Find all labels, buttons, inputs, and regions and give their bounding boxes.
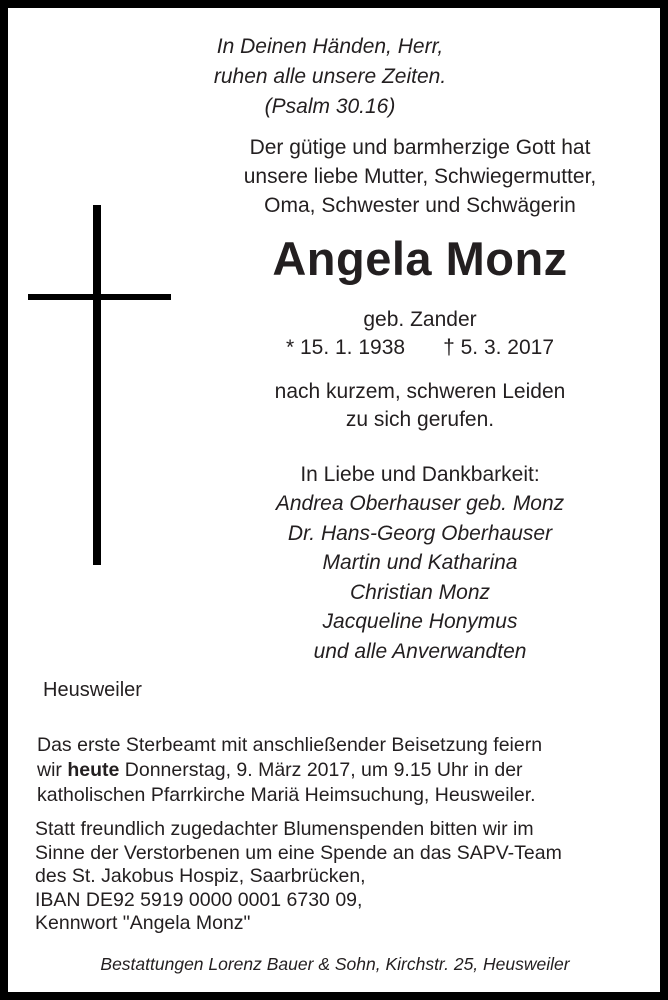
mourner-name: Andrea Oberhauser geb. Monz (275, 492, 565, 515)
called-home-line: zu sich gerufen. (345, 408, 495, 431)
donation-keyword: Kennwort "Angela Monz" (35, 912, 251, 934)
called-home-text (190, 378, 650, 434)
place-name: Heusweiler (43, 679, 142, 701)
mourner-name: und alle Anverwandten (313, 639, 527, 663)
birth-date: * 15. 1. 1938 (285, 336, 406, 359)
psalm-line: ruhen alle unsere Zeiten. (213, 65, 447, 88)
service-text: Donnerstag, 9. März 2017, um 9.15 Uhr in der (119, 759, 523, 781)
donation-info (35, 818, 562, 936)
funeral-service-info (37, 733, 542, 808)
mourner-name: Martin und Katharina (322, 551, 518, 574)
donation-line: Sinne der Verstorbenen um eine Spende an das SAPV-Team (35, 841, 562, 864)
death-date: † 5. 3. 2017 (443, 336, 555, 359)
service-today-emphasis: heute (67, 759, 120, 781)
donation-iban: IBAN DE92 5919 0000 0001 6730 09, (35, 888, 363, 911)
cross-icon (93, 205, 101, 565)
cross-icon-crossbar (28, 294, 171, 300)
donation-line: Statt freundlich zugedachter Blumenspenden bitten wir im (35, 818, 534, 840)
intro-line: unsere liebe Mutter, Schwiegermutter, (243, 165, 597, 188)
donation-line: des St. Jakobus Hospiz, Saarbrücken, (35, 865, 366, 887)
intro-line: Der gütige und barmherzige Gott hat (249, 136, 591, 159)
mourner-name: Dr. Hans-Georg Oberhauser (287, 521, 553, 545)
intro-text (190, 133, 650, 220)
service-line (37, 758, 542, 783)
service-line: Das erste Sterbeamt mit anschließender Beisetzung feiern (37, 734, 543, 756)
mourners-list (190, 489, 650, 666)
deceased-name: Angela Monz (272, 232, 568, 285)
called-home-line: nach kurzem, schweren Leiden (274, 380, 566, 403)
mourner-name: Christian Monz (349, 580, 491, 604)
psalm-line: In Deinen Händen, Herr, (216, 35, 444, 58)
undertaker-info: Bestattungen Lorenz Bauer & Sohn, Kirchstr. 25, Heusweiler (100, 954, 570, 974)
life-dates (190, 334, 650, 362)
psalm-quote (140, 32, 520, 122)
psalm-reference: (Psalm 30.16) (264, 95, 396, 118)
service-text: wir (37, 759, 68, 781)
birth-name: geb. Zander (363, 308, 477, 331)
mourner-name: Jacqueline Honymus (322, 610, 518, 633)
service-line: katholischen Pfarrkirche Mariä Heimsuchung, Heusweiler. (37, 784, 536, 806)
mourners-heading: In Liebe und Dankbarkeit: (300, 463, 540, 486)
intro-line: Oma, Schwester und Schwägerin (264, 194, 576, 217)
